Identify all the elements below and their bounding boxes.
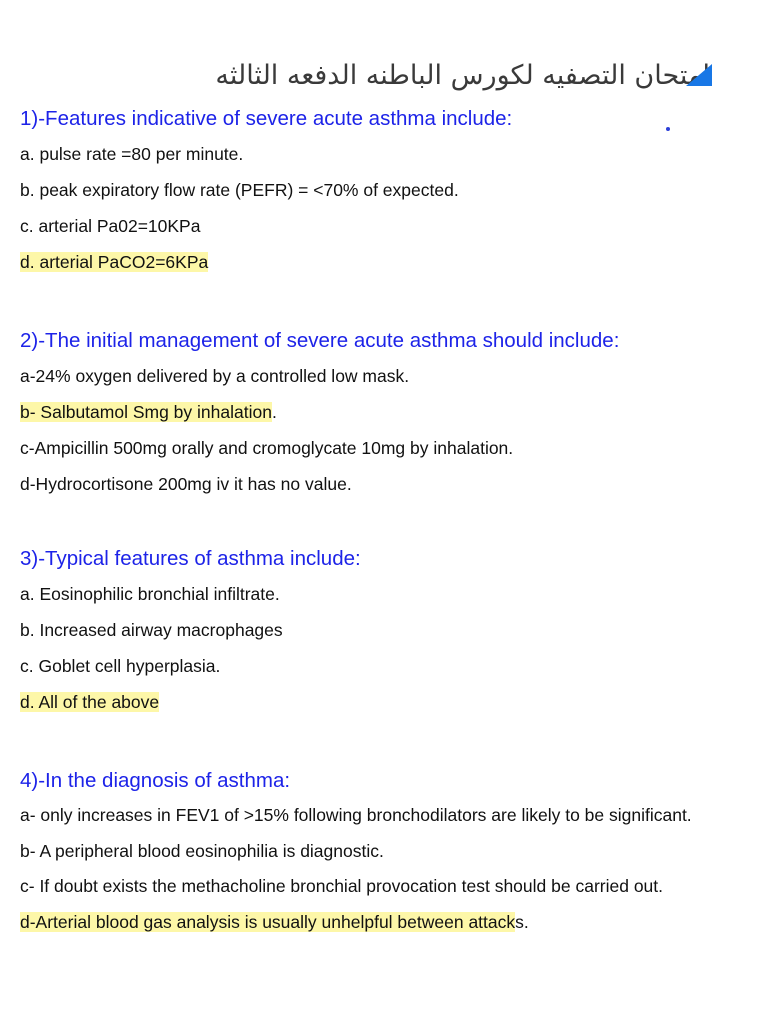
option-c: c-Ampicillin 500mg orally and cromoglycate 10mg by inhalation.	[20, 438, 514, 458]
highlighted-answer: d. All of the above	[20, 692, 160, 712]
option-d: d-Hydrocortisone 200mg iv it has no value.	[20, 474, 352, 494]
question-1	[20, 106, 740, 286]
highlighted-answer: d-Arterial blood gas analysis is usually unhelpful between attack	[20, 912, 516, 932]
question-title: 1)-Features indicative of severe acute asthma include:	[20, 107, 513, 130]
header	[60, 60, 710, 104]
option-c: c. arterial Pa02=10KPa	[20, 216, 201, 236]
highlighted-answer: b- Salbutamol Smg by inhalation	[20, 402, 272, 422]
option-d-answer: d-Arterial blood gas analysis is usually unhelpful between attacks.	[20, 912, 529, 932]
option-b-answer: b- Salbutamol Smg by inhalation.	[20, 402, 277, 422]
option-a: a- only increases in FEV1 of >15% following bronchodilators are likely to be significant.	[20, 805, 692, 825]
option-c: c. Goblet cell hyperplasia.	[20, 656, 221, 676]
question-title: 3)-Typical features of asthma include:	[20, 547, 361, 570]
option-b: b- A peripheral blood eosinophilia is diagnostic.	[20, 841, 384, 861]
question-title: 2)-The initial management of severe acute asthma should include:	[20, 329, 620, 352]
question-2	[20, 328, 740, 508]
option-a: a. Eosinophilic bronchial infiltrate.	[20, 584, 280, 604]
option-a: a-24% oxygen delivered by a controlled low mask.	[20, 366, 410, 386]
option-b: b. Increased airway macrophages	[20, 620, 283, 640]
highlighted-answer: d. arterial PaCO2=6KPa	[20, 252, 209, 272]
question-title: 4)-In the diagnosis of asthma:	[20, 769, 291, 792]
option-b: b. peak expiratory flow rate (PEFR) = <70% of expected.	[20, 180, 459, 200]
question-3	[20, 546, 740, 726]
option-a: a. pulse rate =80 per minute.	[20, 144, 244, 164]
corner-triangle-icon	[686, 64, 712, 86]
page-title: امتحان التصفيه لكورس الباطنه الدفعه الثالثه	[215, 60, 710, 91]
question-4	[20, 768, 740, 946]
option-d-answer	[20, 250, 740, 274]
option-c: c- If doubt exists the methacholine bronchial provocation test should be carried out.	[20, 876, 664, 896]
option-d-answer	[20, 690, 740, 714]
